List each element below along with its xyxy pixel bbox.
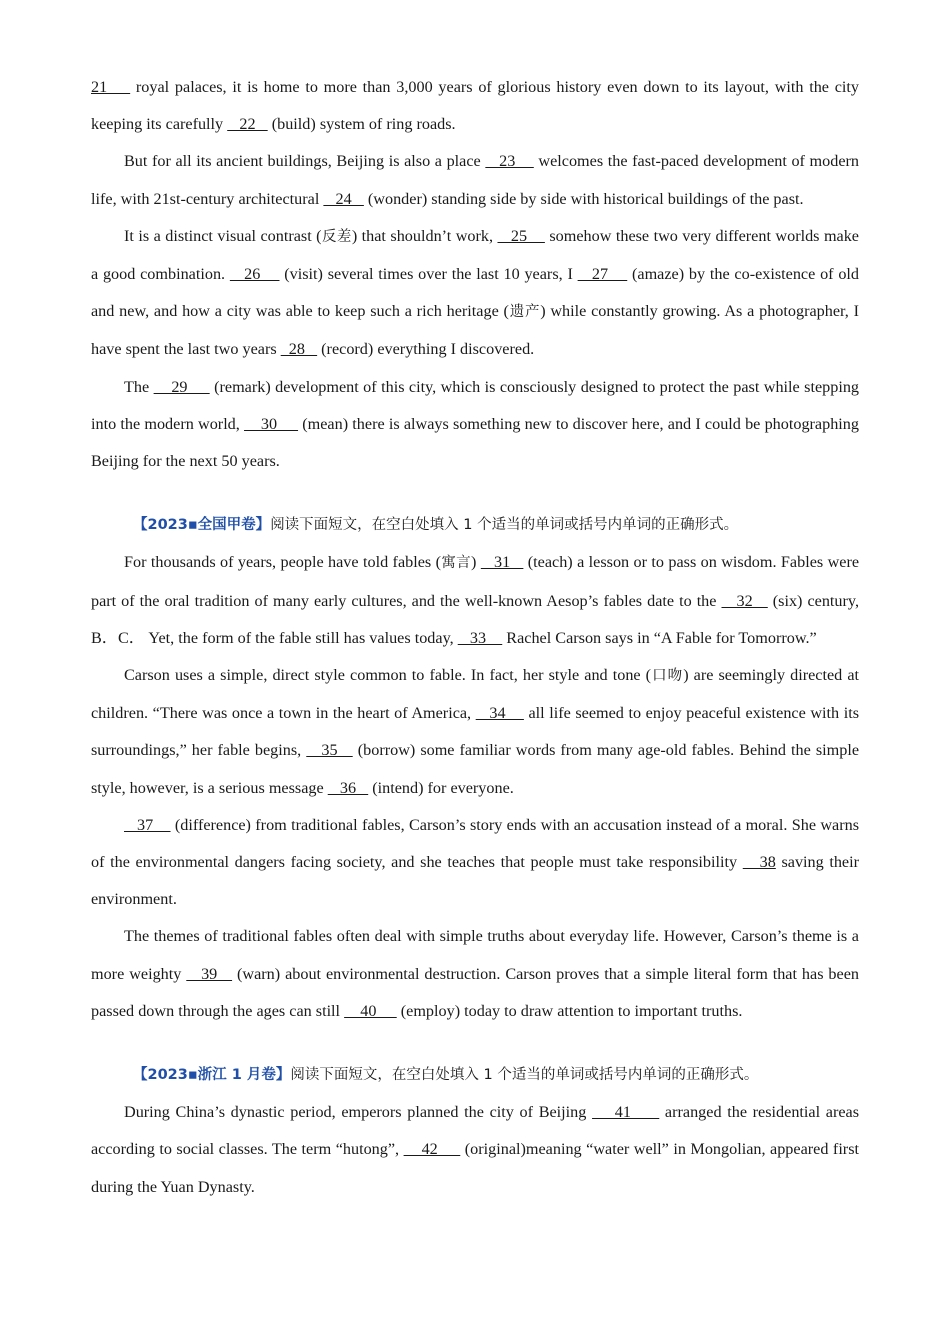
text-run: ) while constantly growing. As a photographer, I have spent the last two years [91, 302, 859, 359]
text-run: ) are seemingly directed at children. “There was once a town in the heart of America, [91, 666, 860, 723]
paragraph-s1-1 [91, 69, 859, 143]
answer-blank: 33 [457, 628, 503, 647]
text-run: (wonder) standing side by side with historical buildings of the past. [363, 189, 804, 208]
text-run: (teach) a lesson or to pass on wisdom. Fables were part of the oral tradition of many early cultures, and the well-known Aesop’s fables date to the [91, 553, 860, 610]
answer-blank: 22 [227, 115, 268, 134]
answer-blank: 31 [480, 553, 524, 572]
paragraph-s1-4 [91, 369, 859, 481]
heading-label: 【2023▪浙江 1 月卷】 [133, 1067, 291, 1084]
answer-blank: 41 [592, 1103, 660, 1122]
text-run: The [124, 377, 154, 396]
text-run: (original)meaning “water well” in Mongolian, appeared first during the Yuan Dynasty. [91, 1140, 859, 1196]
text-run: saving their environment. [91, 853, 860, 909]
text-run: (remark) development of this city, which is consciously designed to protect the past while stepping into the modern world, [91, 377, 860, 433]
text-run: (intend) for everyone. [368, 778, 514, 797]
answer-blank: 21 [91, 78, 131, 96]
section-heading-zhejiang-jan [91, 1056, 859, 1094]
text-run: welcomes the fast-paced development of modern life, with 21st-century architectural [91, 152, 859, 208]
answer-blank: 40 [344, 1001, 397, 1020]
text-run: For thousands of years, people have told fables ( [124, 553, 441, 572]
answer-blank: 27 [577, 265, 628, 284]
chinese-gloss: 反差 [321, 228, 352, 245]
heading-instruction: 阅读下面短文，在空白处填入 1 个适当的单词或括号内单词的正确形式。 [290, 1067, 759, 1084]
text-run: arranged the residential areas according to social classes. The term “hutong”, [91, 1103, 860, 1159]
text-run: (visit) several times over the last 10 years, I [279, 265, 578, 284]
answer-blank: 35 [306, 741, 353, 760]
text-run: (build) system of ring roads. [267, 115, 456, 134]
text-run: (warn) about environmental destruction. Carson proves that a simple literal form that has been passed down through the ages can still [91, 964, 859, 1020]
answer-blank: 32 [721, 591, 768, 610]
answer-blank: 30 [244, 414, 299, 433]
text-run: Carson uses a simple, direct style common to fable. In fact, her style and tone ( [124, 666, 652, 685]
chinese-gloss: 寓言 [440, 555, 472, 572]
answer-blank: 25 [497, 226, 545, 245]
chinese-gloss: 遗产 [508, 304, 541, 321]
text-run: During China’s dynastic period, emperors planned the city of Beijing [124, 1103, 593, 1122]
answer-blank: 29 [153, 377, 210, 396]
text-run: all life seemed to enjoy peaceful existence with its surroundings,” her fable begins, [91, 704, 859, 760]
text-run: (borrow) some familiar words from many age-old fables. Behind the simple style, however, is a serious message [91, 741, 860, 797]
answer-blank: 39 [186, 964, 233, 983]
text-run: But for all its ancient buildings, Beijing is also a place [124, 152, 486, 171]
answer-blank: 26 [229, 265, 280, 284]
paragraph-s1-3 [91, 218, 859, 369]
paragraph-s2-3 [91, 807, 859, 919]
answer-blank: 36 [327, 778, 369, 797]
text-run: It is a distinct visual contrast ( [124, 226, 322, 245]
text-run: ) that shouldn’t work, [351, 226, 498, 245]
text-run: (difference) from traditional fables, Carson’s story ends with an accusation instead of a moral. She warns of the environmental dangers facing society, and she teaches that people must take responsibility [91, 815, 859, 872]
text-run: (amaze) by the co-existence of old and new, and how a city was able to keep such a rich heritage ( [91, 265, 860, 321]
heading-label: 【2023▪全国甲卷】 [133, 517, 271, 534]
text-run: royal palaces, it is home to more than 3,000 years of glorious history even down to its layout, with the city keeping its carefully [91, 78, 860, 134]
paragraph-s3-1 [91, 1094, 859, 1206]
text-run: Rachel Carson says in “A Fable for Tomorrow.” [502, 628, 817, 647]
answer-blank: 34 [475, 704, 524, 723]
chinese-gloss: 口吻 [651, 668, 684, 685]
text-run: (employ) today to draw attention to important truths. [396, 1001, 743, 1020]
answer-blank: 23 [485, 152, 534, 171]
section-heading-quanguo-jia [91, 506, 859, 544]
answer-blank: 37 [124, 815, 171, 834]
paragraph-s2-1 [91, 544, 859, 657]
text-run: ) [471, 553, 481, 572]
paragraph-s2-2 [91, 657, 859, 807]
answer-blank: 24 [323, 189, 364, 208]
text-run: somehow these two very different worlds make a good combination. [91, 226, 859, 284]
answer-blank: 28 [280, 340, 318, 359]
paragraph-s1-2 [91, 143, 859, 217]
text-run: The themes of traditional fables often deal with simple truths about everyday life. However, Carson’s theme is a more weighty [91, 927, 859, 983]
text-run: (six) century, B．C． Yet, the form of the fable still has values today, [91, 591, 859, 647]
document-page [91, 69, 859, 1206]
paragraph-s2-4 [91, 918, 859, 1030]
text-run: (record) everything I discovered. [317, 340, 535, 359]
answer-blank: 38 [742, 853, 776, 872]
answer-blank: 42 [403, 1140, 461, 1159]
text-run: (mean) there is always something new to discover here, and I could be photographing Beijing for the next 50 years. [91, 414, 859, 471]
heading-instruction: 阅读下面短文，在空白处填入 1 个适当的单词或括号内单词的正确形式。 [270, 517, 739, 534]
